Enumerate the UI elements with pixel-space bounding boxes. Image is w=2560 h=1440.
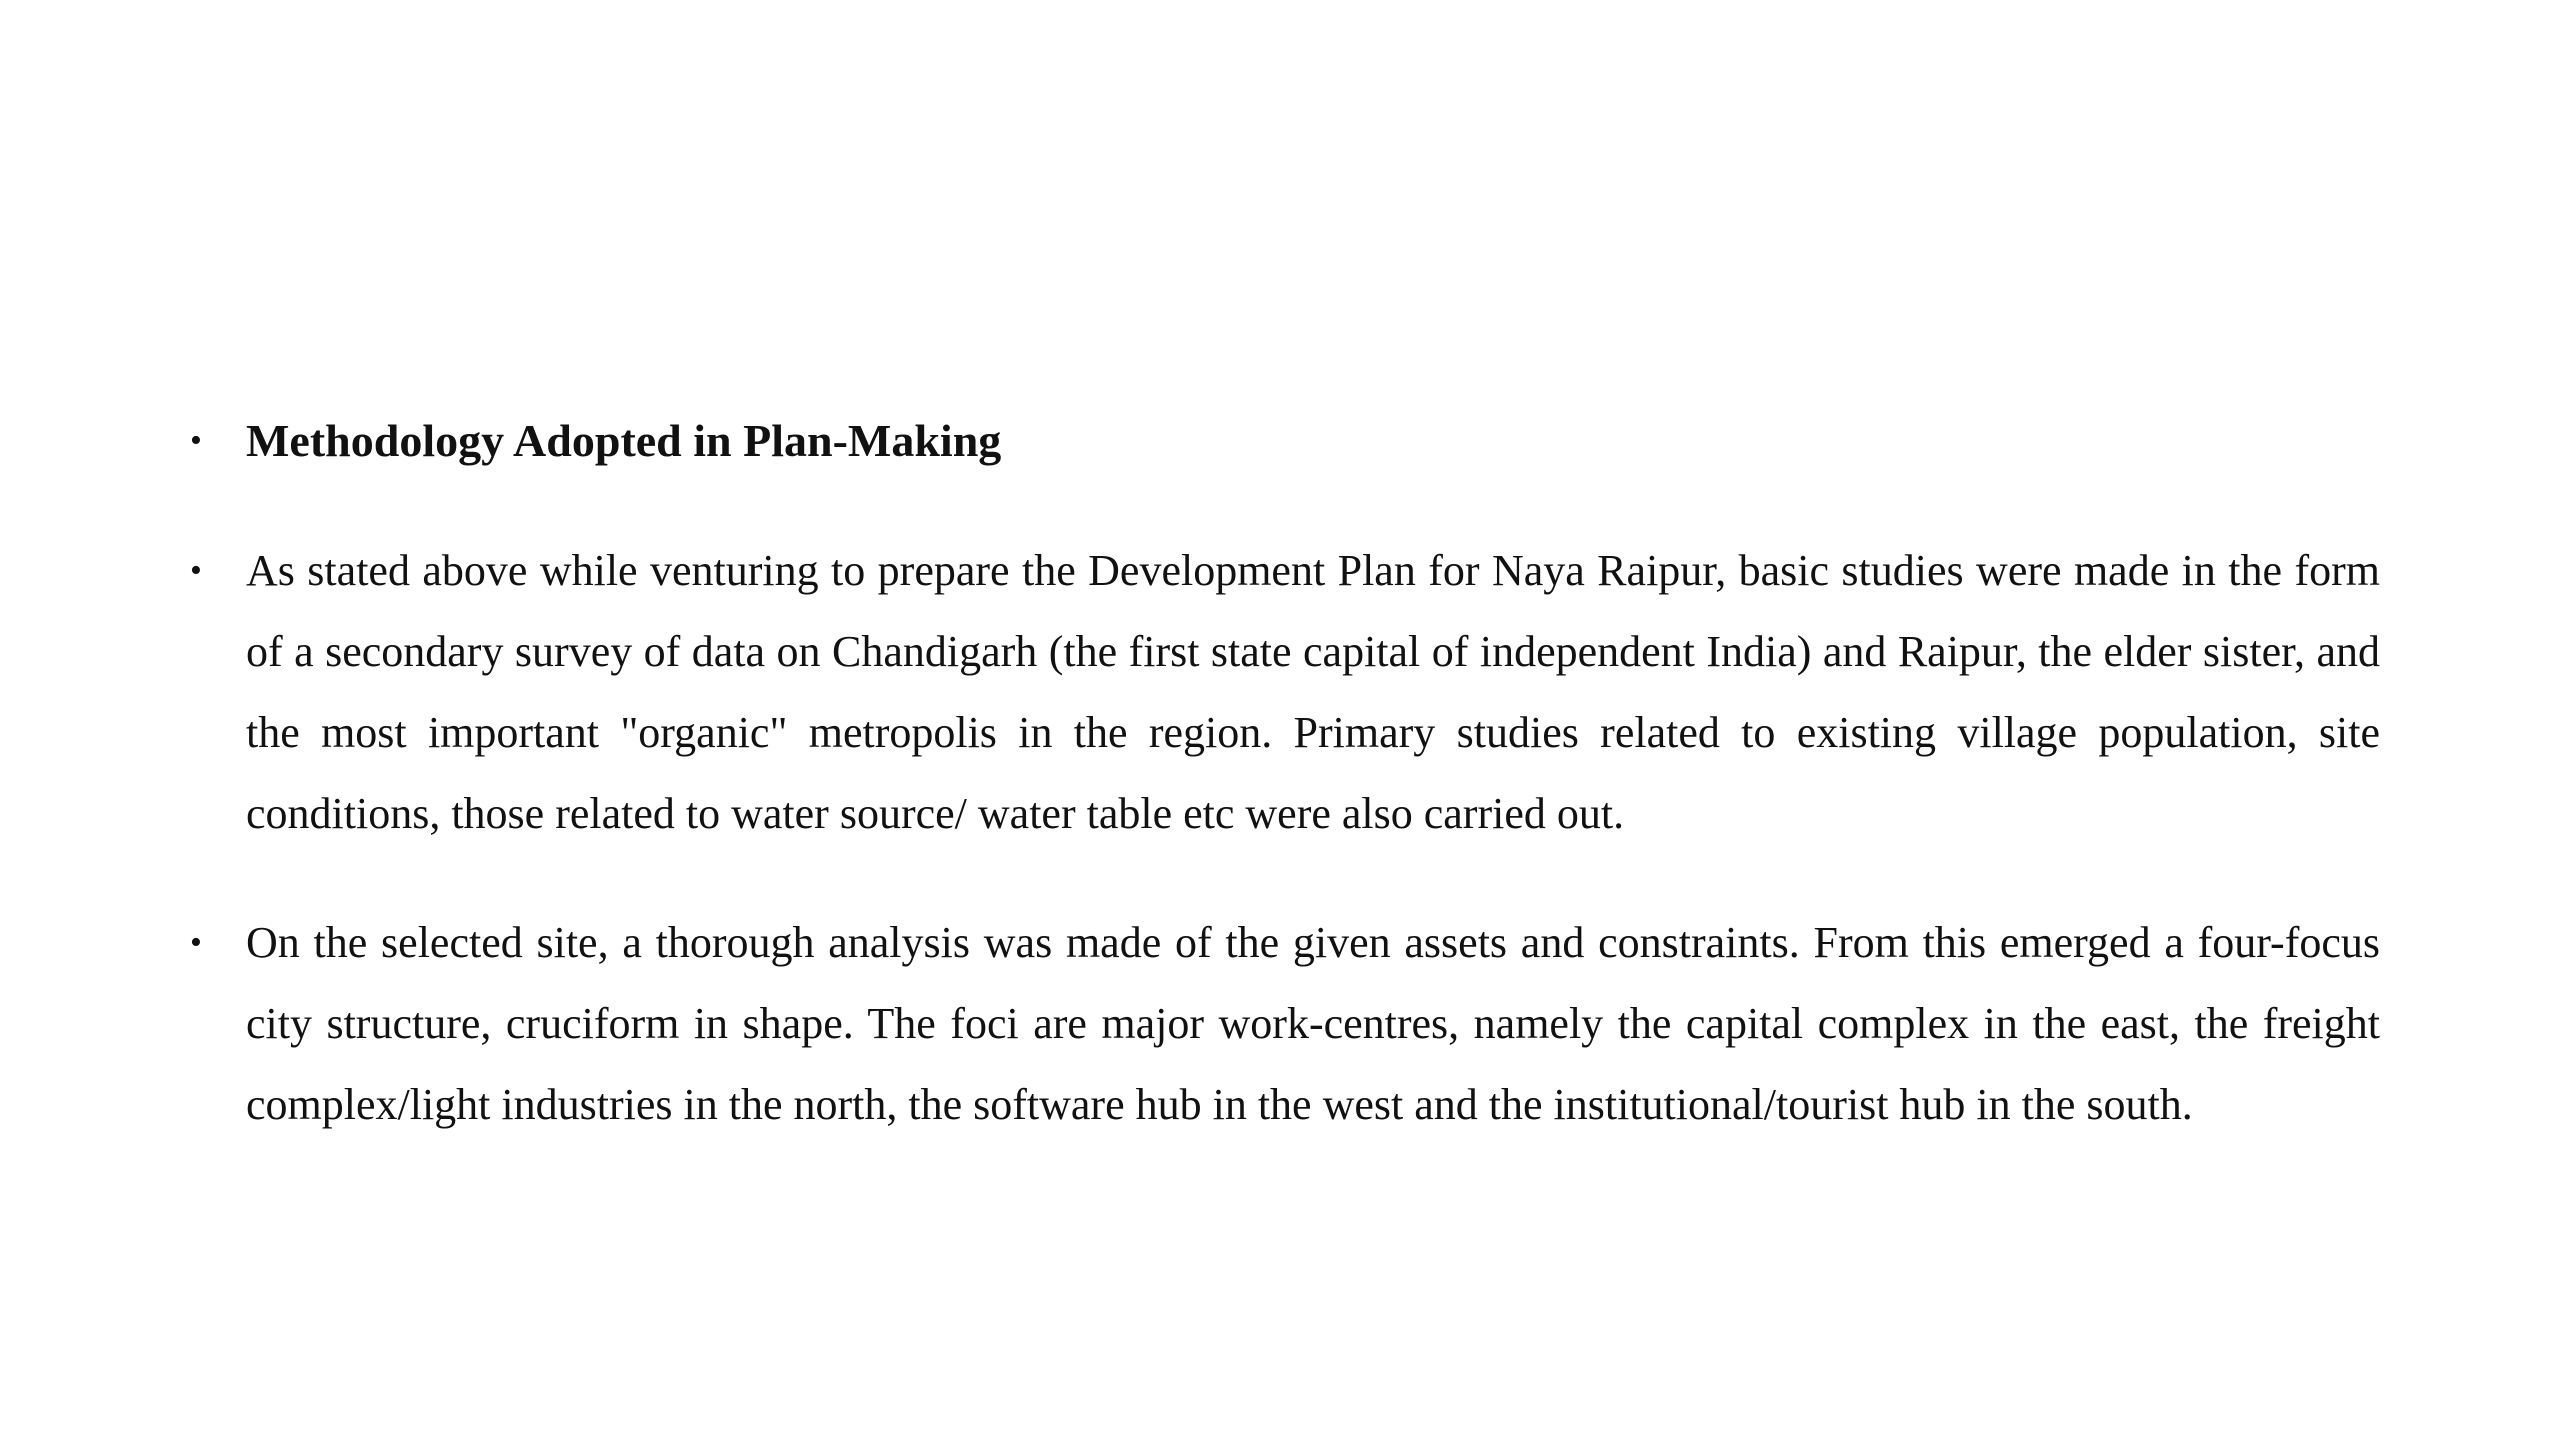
list-item [190, 902, 2380, 1145]
paragraph-city-structure: On the selected site, a thorough analysis was made of the given assets and constraints. From this emerged a four-focus city structure, cruciform in shape. The foci are major work-centres, namely the capital complex in the east, the freight complex/light industries in the north, the software hub in the west and the institutional/tourist hub in the south. [246, 918, 2380, 1129]
section-heading: Methodology Adopted in Plan-Making [246, 415, 1002, 466]
bullet-icon: • [190, 422, 202, 459]
list-item [190, 530, 2380, 854]
paragraph-studies: As stated above while venturing to prepare the Development Plan for Naya Raipur, basic studies were made in the form of a secondary survey of data on Chandigarh (the first state capital of independent India) and Raipur, the elder sister, and the most important "organic" metropolis in the region. Primary studies related to existing village population, site conditions, those related to water source/ water table etc were also carried out. [246, 546, 2380, 838]
bullet-icon: • [190, 924, 202, 961]
bullet-icon: • [190, 552, 202, 589]
list-item-heading [190, 400, 2380, 481]
bullet-list [190, 400, 2380, 1145]
